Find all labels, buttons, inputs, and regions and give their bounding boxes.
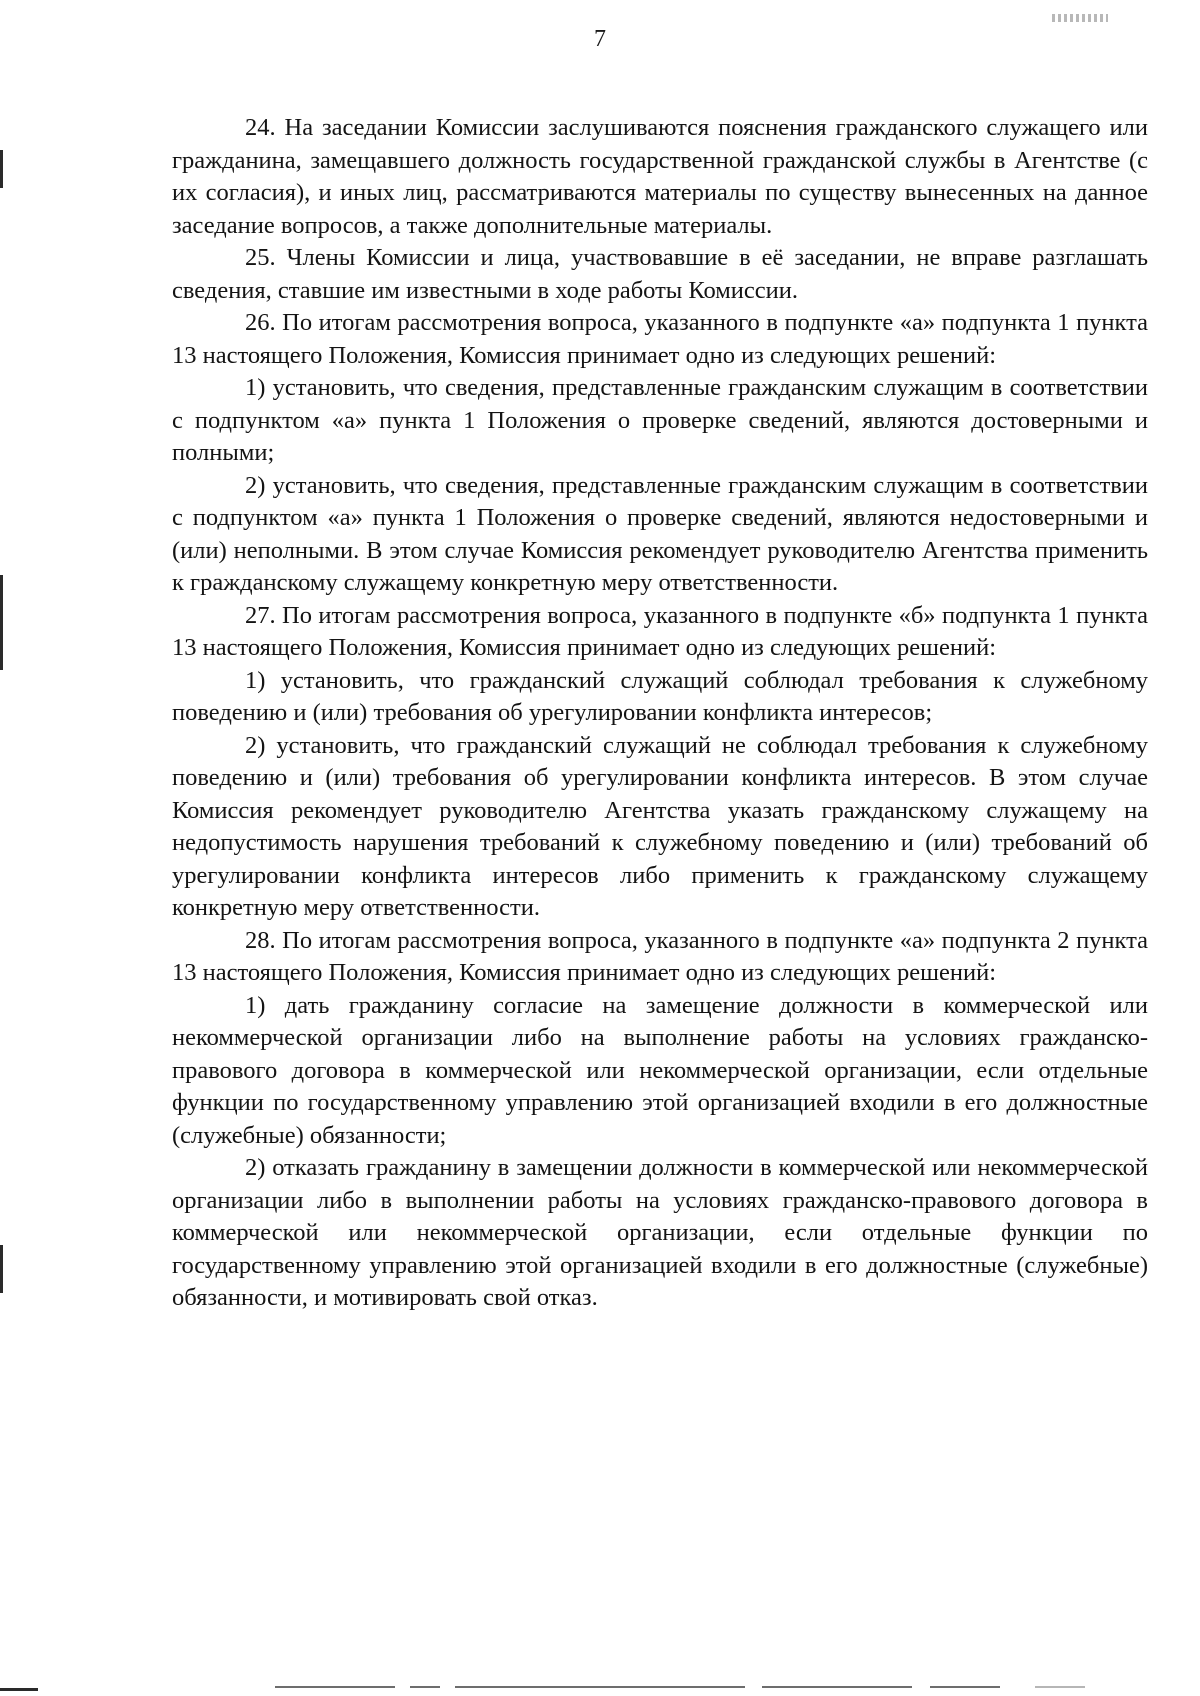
paragraph-28-item-2: 2) отказать гражданину в замещении должности в коммерческой или некоммерческой организации либо в выполнении работы на условиях гражданско-правового договора в коммерческой или некоммерческой организации, если отдельные функции по государственному управлению этой организацией входили в его должностные (служебные) обязанности, и мотивировать свой отказ. xyxy=(172,1154,1148,1311)
corner-stamp-mark xyxy=(1052,14,1108,22)
footer-rule xyxy=(762,1686,912,1688)
footer-rule xyxy=(410,1686,440,1688)
footer-rule xyxy=(930,1686,1000,1688)
paragraph-27: 27. По итогам рассмотрения вопроса, указанного в подпункте «б» подпункта 1 пункта 13 настоящего Положения, Комиссия принимает одно из следующих решений: xyxy=(172,601,1148,661)
scan-edge-mark-middle xyxy=(0,575,3,670)
scan-edge-mark-lower xyxy=(0,1245,3,1293)
paragraph-28: 28. По итогам рассмотрения вопроса, указанного в подпункте «а» подпункта 2 пункта 13 настоящего Положения, Комиссия принимает одно из следующих решений: xyxy=(172,926,1148,986)
paragraph-26-item-2: 2) установить, что сведения, представленные гражданским служащим в соответствии с подпунктом «а» пункта 1 Положения о проверке сведений, являются недостоверными и (или) неполными. В этом случае Комиссия рекомендует руководителю Агентства применить к гражданскому служащему конкретную меру ответственности. xyxy=(172,471,1148,596)
paragraph-26-item-1: 1) установить, что сведения, представленные гражданским служащим в соответствии с подпунктом «а» пункта 1 Положения о проверке сведений, являются достоверными и полными; xyxy=(172,374,1148,466)
paragraph-27-item-2: 2) установить, что гражданский служащий не соблюдал требования к служебному поведению и (или) требования об урегулировании конфликта интересов. В этом случае Комиссия рекомендует руководителю Агентства указать гражданскому служащему на недопустимость нарушения требований к служебному поведению и (или) требований об урегулировании конфликта интересов либо применить к гражданскому служащему конкретную меру ответственности. xyxy=(172,731,1148,921)
paragraph-24: 24. На заседании Комиссии заслушиваются пояснения гражданского служащего или гражданина, замещавшего должность государственной гражданской службы в Агентстве (с их согласия), и иных лиц, рассматриваются материалы по существу вынесенных на данное заседание вопросов, а также дополнительные материалы. xyxy=(172,114,1148,239)
footer-rule xyxy=(455,1686,745,1688)
paragraph-26: 26. По итогам рассмотрения вопроса, указанного в подпункте «а» подпункта 1 пункта 13 настоящего Положения, Комиссия принимает одно из следующих решений: xyxy=(172,309,1148,369)
document-body xyxy=(172,112,1148,1315)
paragraph-25: 25. Члены Комиссии и лица, участвовавшие в её заседании, не вправе разглашать сведения, ставшие им известными в ходе работы Комиссии. xyxy=(172,244,1148,304)
page-number: 7 xyxy=(594,26,606,52)
footer-rule xyxy=(1035,1686,1085,1688)
scan-edge-mark-top xyxy=(0,150,3,188)
paragraph-28-item-1: 1) дать гражданину согласие на замещение должности в коммерческой или некоммерческой организации либо на выполнение работы на условиях гражданско-правового договора в коммерческой или некоммерческой организации, если отдельные функции по государственному управлению этой организацией входили в его должностные (служебные) обязанности; xyxy=(172,991,1148,1149)
footer-rule xyxy=(275,1686,395,1688)
paragraph-27-item-1: 1) установить, что гражданский служащий соблюдал требования к служебному поведению и (или) требования об урегулировании конфликта интересов; xyxy=(172,666,1148,726)
scan-edge-mark-bottom xyxy=(0,1688,38,1691)
